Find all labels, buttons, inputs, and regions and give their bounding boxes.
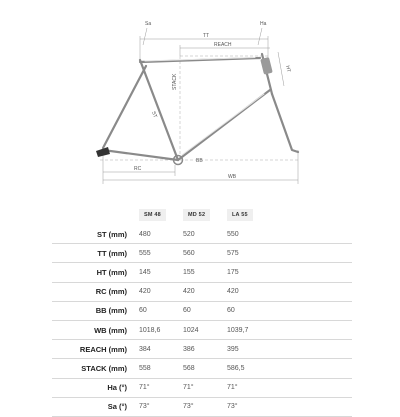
table-cell: 395 (221, 340, 265, 359)
size-header (177, 205, 221, 225)
header-filler (265, 205, 352, 225)
row-filler (265, 301, 352, 320)
table-cell: 73° (221, 397, 265, 416)
table-cell: 1018,6 (133, 320, 177, 339)
chain-stay (103, 150, 178, 160)
row-filler (265, 263, 352, 282)
ha-label: Ha (260, 21, 267, 27)
size-badge-la: LA 55 (227, 209, 253, 221)
row-filler (265, 282, 352, 301)
size-header-row (52, 205, 352, 225)
table-cell: 520 (177, 225, 221, 244)
table-cell: 175 (221, 263, 265, 282)
table-cell: 550 (221, 225, 265, 244)
table-cell: 60 (221, 301, 265, 320)
row-filler (265, 378, 352, 397)
row-label: HT (mm) (52, 263, 133, 282)
table-cell: 71° (177, 378, 221, 397)
down-tube (178, 90, 270, 160)
table-cell: 420 (221, 282, 265, 301)
table-cell: 73° (177, 397, 221, 416)
table-row (52, 340, 352, 359)
row-label: BB (mm) (52, 301, 133, 320)
ht-dimension-line (278, 52, 284, 86)
sa-angle-line (143, 28, 147, 45)
top-tube (140, 58, 260, 62)
table-cell: 1039,7 (221, 320, 265, 339)
table-row (52, 282, 352, 301)
table-row (52, 244, 352, 263)
size-header (133, 205, 177, 225)
table-row (52, 397, 352, 416)
bb-label: BB (196, 158, 203, 164)
row-label: ST (mm) (52, 225, 133, 244)
table-cell: 73° (133, 397, 177, 416)
row-filler (265, 320, 352, 339)
stack-label: STACK (172, 73, 178, 90)
table-cell: 1024 (177, 320, 221, 339)
table-cell: 60 (177, 301, 221, 320)
row-label: STACK (mm) (52, 359, 133, 378)
table-cell: 568 (177, 359, 221, 378)
table-cell: 586,5 (221, 359, 265, 378)
table-cell: 71° (221, 378, 265, 397)
table-cell: 560 (177, 244, 221, 263)
table-cell: 420 (133, 282, 177, 301)
ht-label: HT (284, 64, 292, 73)
ha-angle-line (258, 28, 262, 45)
row-filler (265, 397, 352, 416)
geometry-table (52, 205, 352, 417)
table-cell: 558 (133, 359, 177, 378)
wb-label: WB (228, 174, 237, 180)
row-filler (265, 244, 352, 263)
rc-label: RC (134, 166, 142, 172)
table-row (52, 378, 352, 397)
row-label: Ha (°) (52, 378, 133, 397)
seat-stay (103, 66, 146, 148)
table-row (52, 301, 352, 320)
table-cell: 555 (133, 244, 177, 263)
row-filler (265, 359, 352, 378)
table-row (52, 263, 352, 282)
row-label: Sa (°) (52, 397, 133, 416)
sa-label: Sa (145, 21, 152, 27)
head-tube-badge (260, 57, 273, 75)
fork (272, 94, 298, 152)
row-label: WB (mm) (52, 320, 133, 339)
table-row (52, 320, 352, 339)
reach-label: REACH (214, 42, 232, 48)
row-filler (265, 225, 352, 244)
bicycle-frame (96, 54, 298, 165)
table-row (52, 359, 352, 378)
table-cell: 386 (177, 340, 221, 359)
table-cell: 420 (177, 282, 221, 301)
size-badge-md: MD 52 (183, 209, 210, 221)
table-row (52, 225, 352, 244)
table-cell: 60 (133, 301, 177, 320)
row-filler (265, 340, 352, 359)
down-tube-highlight (182, 94, 264, 155)
tt-label: TT (203, 33, 210, 39)
size-badge-sm: SM 48 (139, 209, 166, 221)
table-cell: 575 (221, 244, 265, 263)
table-cell: 145 (133, 263, 177, 282)
header-spacer (52, 205, 133, 225)
table-cell: 384 (133, 340, 177, 359)
table-cell: 71° (133, 378, 177, 397)
frame-geometry-diagram (0, 0, 400, 195)
row-label: TT (mm) (52, 244, 133, 263)
size-header (221, 205, 265, 225)
row-label: RC (mm) (52, 282, 133, 301)
row-label: REACH (mm) (52, 340, 133, 359)
table-cell: 480 (133, 225, 177, 244)
table-cell: 155 (177, 263, 221, 282)
st-label: ST (150, 110, 158, 119)
